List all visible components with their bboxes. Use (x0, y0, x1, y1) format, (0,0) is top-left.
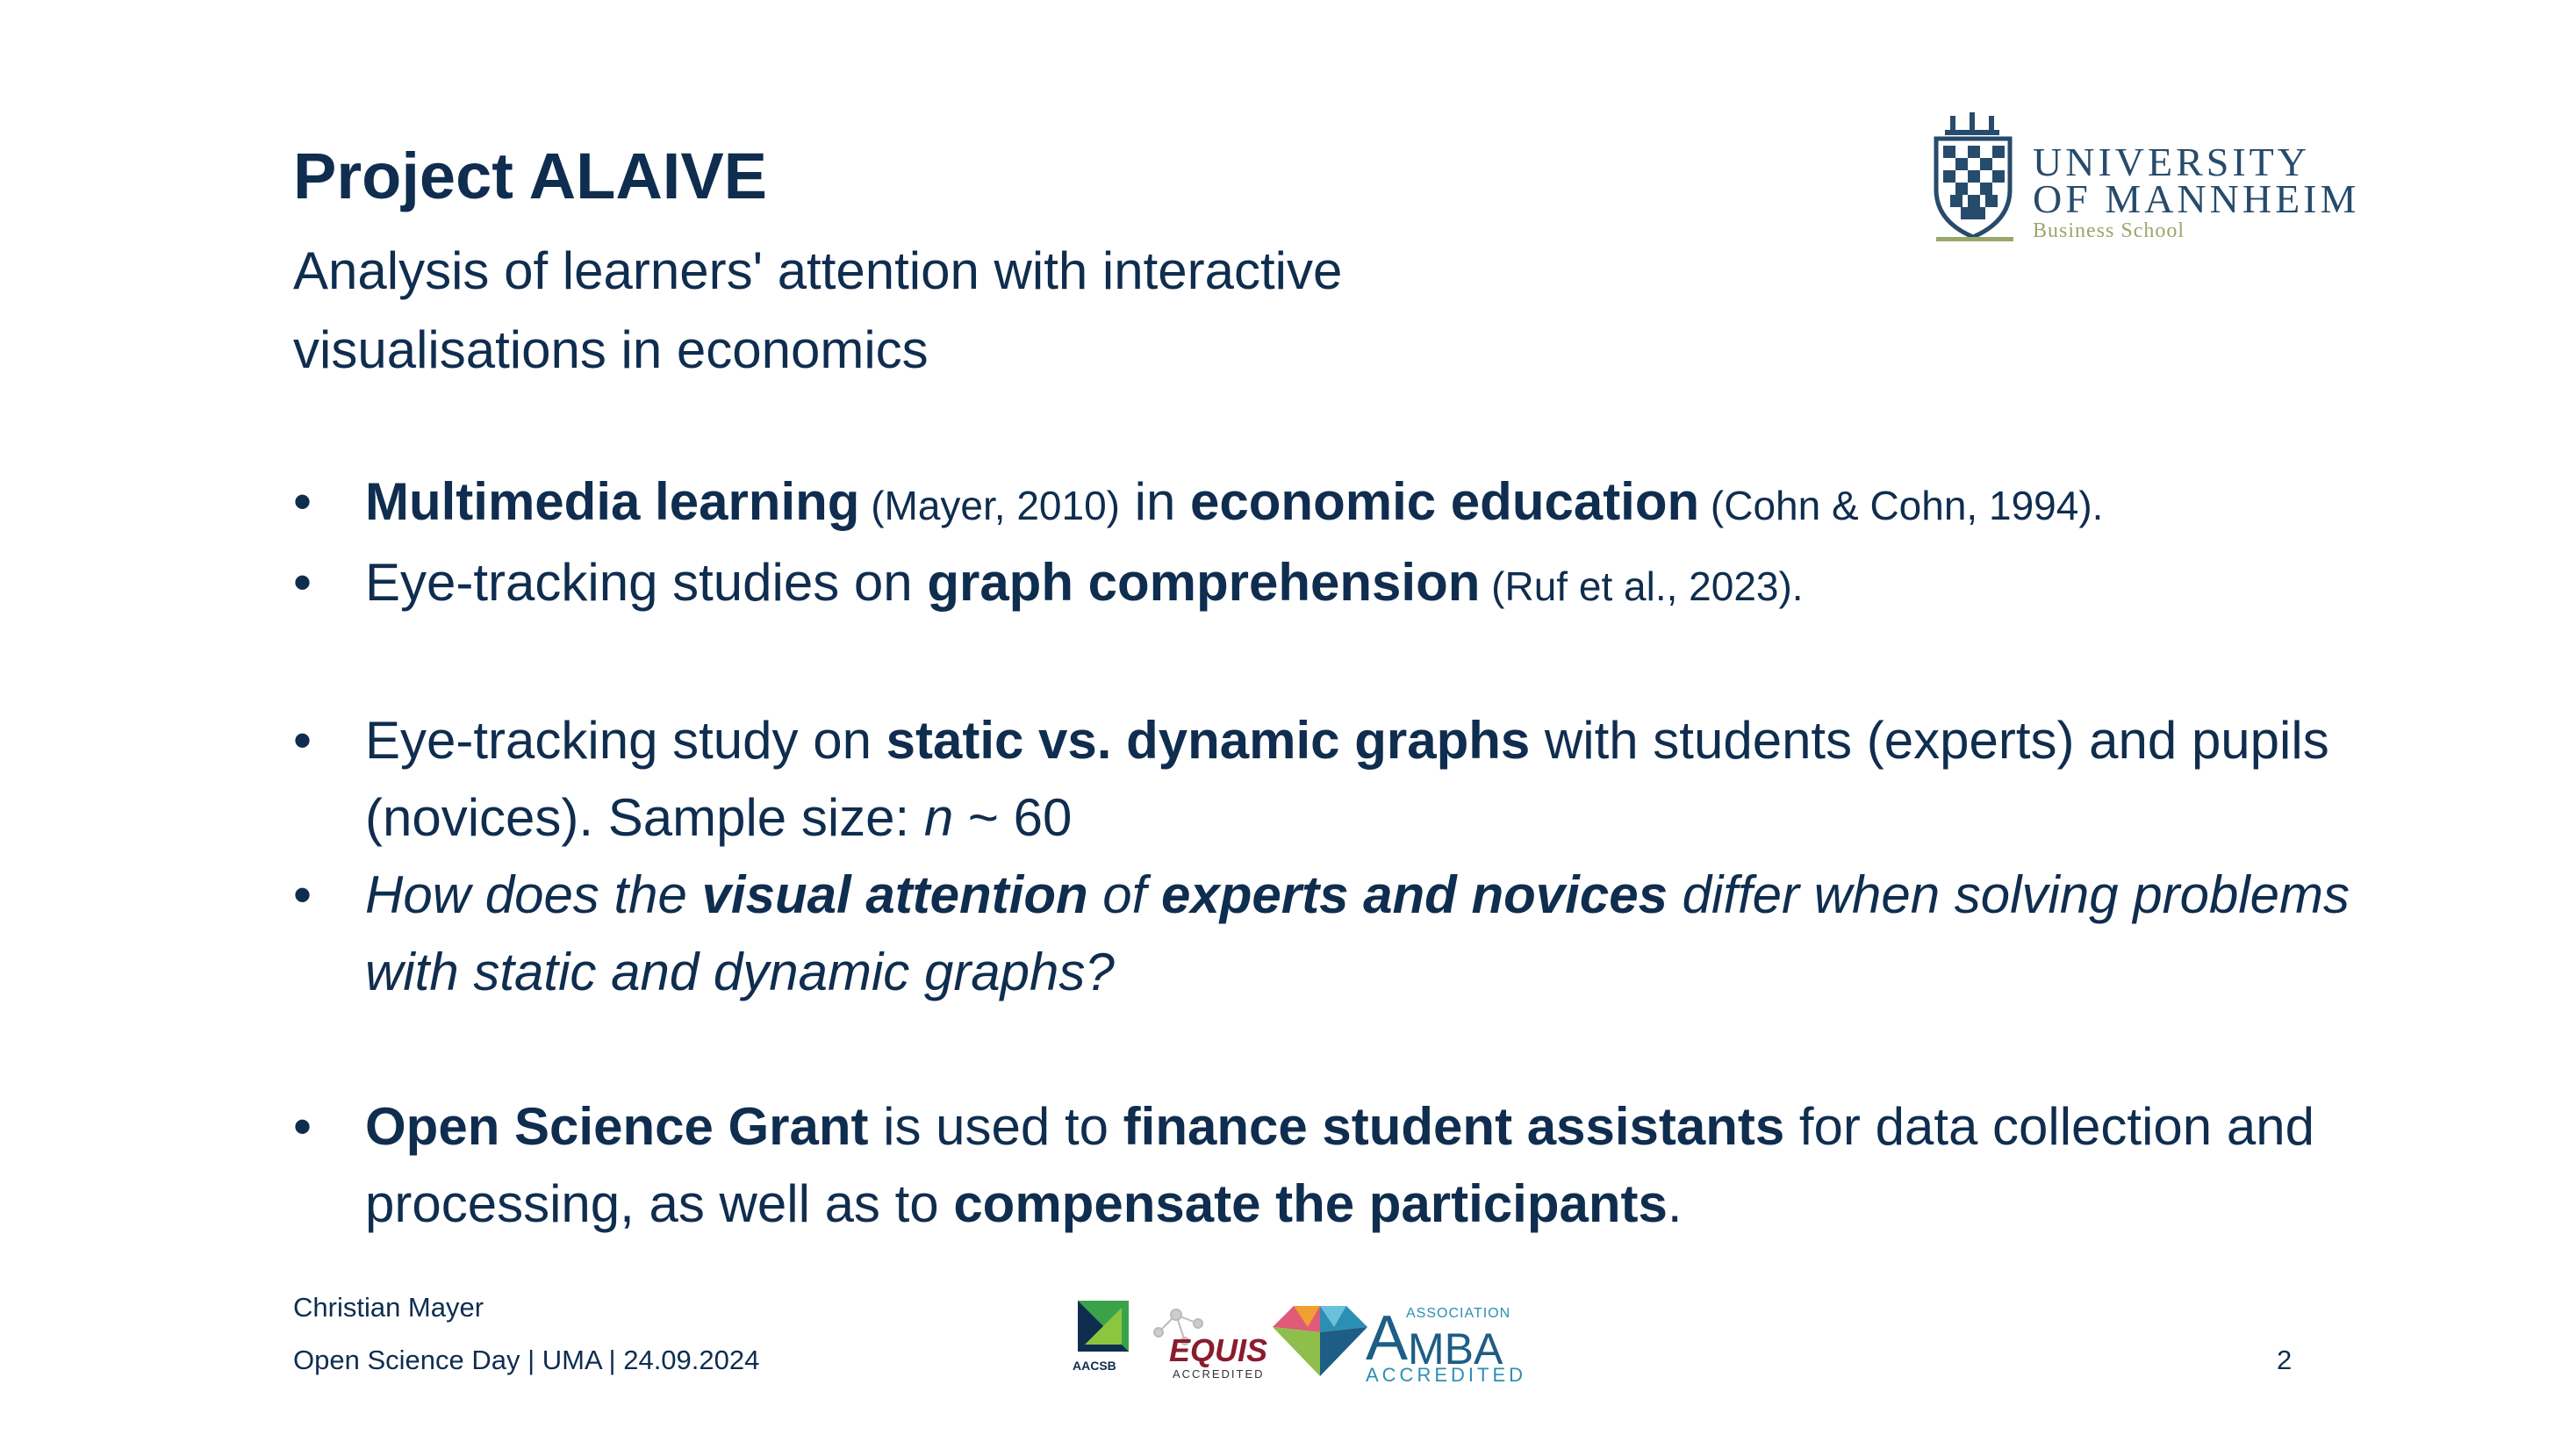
bullet-text: differ when solving problems with static and dynamic graphs? (365, 865, 2350, 1001)
page-number: 2 (2277, 1345, 2293, 1375)
spacer (293, 1011, 2400, 1088)
amba-accredited-label: ACCREDITED (1366, 1364, 1527, 1386)
citation: (Ruf et al., 2023). (1480, 563, 1804, 609)
amba-a-letter: A (1366, 1303, 1409, 1374)
bullet-text: is used to (868, 1097, 1123, 1156)
bullet-text: with students (experts) and pupils (novices). Sample size: (365, 711, 2329, 847)
logo-text-line2: OF MANNHEIM (2033, 176, 2360, 221)
slide-title: Project ALAIVE (293, 140, 768, 212)
bullet-text: in (1120, 472, 1191, 531)
citation: (Cohn & Cohn, 1994). (1699, 483, 2104, 528)
bullet-list (293, 463, 2400, 1243)
amba-mba-label: MBA (1408, 1324, 1503, 1374)
bullet-item (293, 857, 2400, 1011)
bullet-text: . (1667, 1174, 1683, 1233)
bullet-text: How does the (365, 865, 702, 924)
bullet-text: Eye-tracking study on (365, 711, 886, 770)
bullet-text: n (923, 788, 954, 847)
logo-text-line3: Business School (2033, 219, 2185, 242)
bullet-text: compensate the participants (953, 1174, 1668, 1233)
bullet-text: economic education (1190, 472, 1700, 531)
bullet-item (293, 1088, 2400, 1243)
bullet-text: experts and novices (1161, 865, 1668, 924)
bullet-text: finance student assistants (1123, 1097, 1785, 1156)
bullet-text: graph comprehension (927, 553, 1481, 612)
slide-subtitle: Analysis of learners' attention with interactive visualisations in economics (293, 241, 1343, 379)
bullet-text: Open Science Grant (365, 1097, 869, 1156)
logo-text-line1: UNIVERSITY (2033, 140, 2310, 184)
citation: (Mayer, 2010) (859, 483, 1120, 528)
bullet-text: for data collection and processing, as well as to (365, 1097, 2314, 1233)
bullet-item (293, 544, 2400, 625)
spacer (293, 625, 2400, 702)
footer-author: Christian Mayer (293, 1292, 484, 1323)
bullet-text: static vs. dynamic graphs (886, 711, 1531, 770)
bullet-text: visual attention (701, 865, 1088, 924)
equis-label: EQUIS (1169, 1332, 1268, 1368)
bullet-text: ~ 60 (953, 788, 1073, 847)
amba-association-label: ASSOCIATION (1406, 1306, 1511, 1321)
footer-event: Open Science Day | UMA | 24.09.2024 (293, 1345, 760, 1375)
bullet-text: of (1087, 865, 1162, 924)
equis-sublabel: ACCREDITED (1173, 1367, 1265, 1381)
bullet-text: Multimedia learning (365, 472, 860, 531)
aacsb-label: AACSB (1073, 1359, 1116, 1373)
bullet-text: Eye-tracking studies on (365, 553, 928, 612)
amba-gem-icon (1273, 1306, 1367, 1376)
logo-divider (1936, 237, 2013, 241)
bullet-item (293, 702, 2400, 857)
bullet-item (293, 463, 2400, 544)
